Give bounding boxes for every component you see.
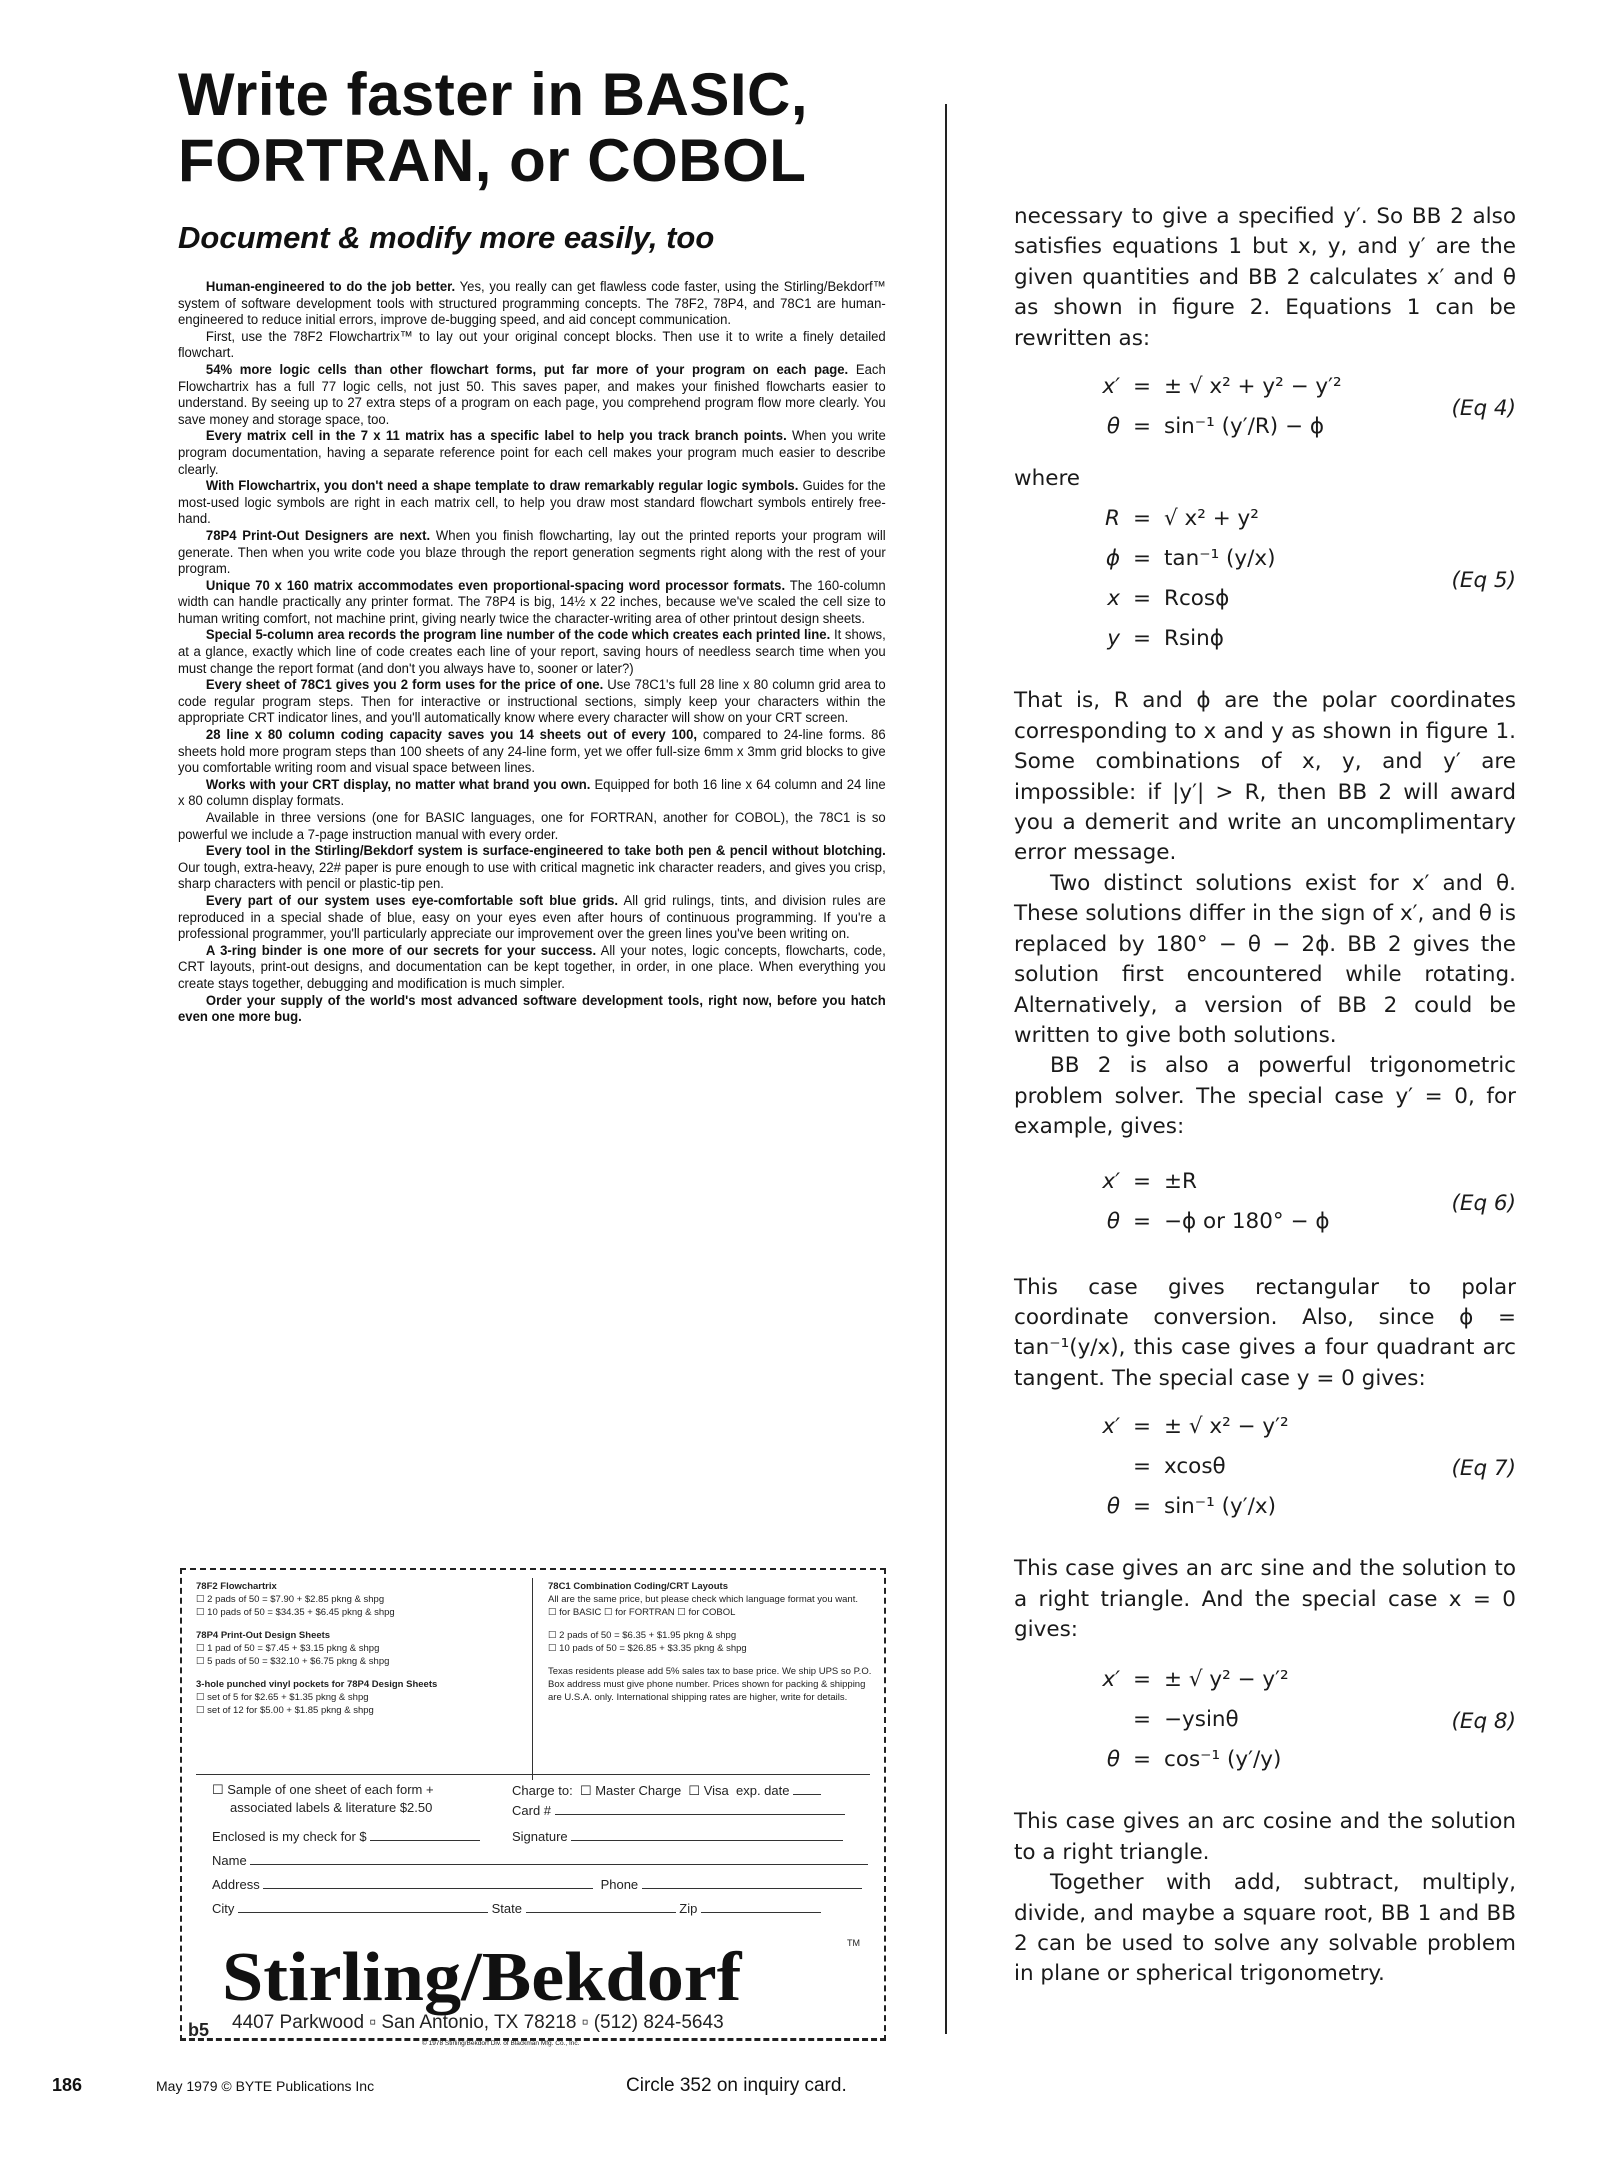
- ad-code: b5: [188, 2020, 210, 2040]
- city-row: [212, 1900, 821, 1916]
- article-paragraph-2: That is, R and ϕ are the polar coordinates corresponding to x and y as shown in figure 1. Some combinations of x, y, and y′ are impossible: if |y′| > R, then BB 2 will award you a demerit and write an uncomplimentary error message.: [1014, 688, 1516, 866]
- ad-paragraph-lead: Unique 70 x 160 matrix accommodates even proportional-spacing word processor formats.: [205, 576, 786, 593]
- article-paragraph-1: necessary to give a specified y′. So BB 2 also satisfies equations 1 but x, y, and y′ are the given quantities and BB 2 calculates x′ and θ as shown in figure 2. Equations 1 can be rewritten as:: [1014, 204, 1516, 351]
- page-number: 186: [52, 2075, 83, 2095]
- article-paragraph-7: This case gives an arc cosine and the solution to a right triangle.: [1014, 1809, 1516, 1865]
- ad-paragraph: [178, 278, 886, 328]
- order-option-line[interactable]: ☐ 5 pads of 50 = $32.10 + $6.75 pkng & shpg: [196, 1656, 390, 1667]
- inquiry-note: Circle 352 on inquiry card.: [626, 2075, 847, 2096]
- ad-paragraph-lead: 54% more logic cells than other flowchart forms, put far more of your program on each page.: [205, 360, 849, 377]
- article-paragraph-4: BB 2 is also a powerful trigonometric problem solver. The special case y′ = 0, for example, gives:: [1014, 1053, 1516, 1140]
- brand-logo: Stirling/Bekdorf: [222, 1939, 742, 2016]
- ad-paragraph-text: Each Flowchartrix has a full 77 logic cells, not just 50. This saves paper, and makes your finished flowcharts easier to understand. By seeing up to 27 extra steps of a program on each page, you comprehend program flow more clearly. You save money and storage space, too.: [178, 360, 886, 427]
- column-divider: [945, 104, 947, 2034]
- equation-rhs: sin⁻¹ (y′/R) − ϕ: [1164, 414, 1325, 440]
- charge-to-row: [512, 1782, 821, 1799]
- ad-paragraph-text: It shows, at a glance, exactly which line of code creates each line of your report, saving hours of needless search time when you must change the report format (and don't you always have to, sooner or later?): [178, 626, 886, 676]
- ad-paragraph-text: Our tough, extra-heavy, 22# paper is pure enough to use with critical magnetic ink character readers, and gives you crisp, sharp characters with pencil or plastic-tip pen.: [178, 858, 886, 892]
- order-option-group: [196, 1629, 526, 1668]
- ad-paragraph: [178, 892, 886, 942]
- equation-rhs: cos⁻¹ (y′/y): [1164, 1747, 1282, 1773]
- order-options-right: [548, 1580, 878, 1714]
- equals-sign: =: [1132, 1208, 1151, 1234]
- ad-paragraph-text: All grid rulings, tints, and division rules are reproduced in a special shade of blue, easy on your eyes even after hours of continuous programming. If you're a professional programmer, you'll particularly appreciate our improvement over the green lines you've been writing on.: [178, 891, 886, 942]
- card-row: [512, 1802, 845, 1818]
- order-option-title: 78F2 Flowchartrix: [196, 1581, 277, 1592]
- equation-8: [1038, 1665, 1516, 1785]
- equation-row: [1038, 1745, 1516, 1785]
- ad-paragraph-text: When you write program documentation, having a separate reference point for each cell makes your program much easier to describe clearly.: [178, 427, 886, 477]
- ad-paragraph-lead: 78P4 Print-Out Designers are next.: [205, 526, 431, 543]
- zip-field[interactable]: [701, 1900, 821, 1913]
- equation-4: [1038, 372, 1516, 452]
- card-field[interactable]: [555, 1802, 845, 1815]
- order-option-line[interactable]: ☐ 10 pads of 50 = $26.85 + $3.35 pkng & shpg: [548, 1643, 747, 1654]
- order-option-title: 78P4 Print-Out Design Sheets: [196, 1630, 331, 1641]
- equals-sign: =: [1132, 586, 1151, 612]
- equation-rhs: ± √ y² − y′²: [1164, 1667, 1289, 1693]
- where-label: where: [1014, 466, 1081, 492]
- equation-lhs: x′: [1102, 1414, 1120, 1440]
- ad-subhead: Document & modify more easily, too: [178, 220, 715, 255]
- sample-option-price: [230, 1800, 432, 1815]
- order-option-line[interactable]: ☐ set of 5 for $2.65 + $1.35 pkng & shpg: [196, 1692, 369, 1703]
- equation-rhs: sin⁻¹ (y′/x): [1164, 1494, 1276, 1520]
- order-form: [180, 1568, 886, 2047]
- equals-sign: =: [1132, 546, 1151, 572]
- ad-paragraph: [178, 361, 886, 427]
- form-divider-horizontal: [196, 1774, 870, 1775]
- master-charge-checkbox[interactable]: ☐ Master Charge: [579, 1783, 682, 1798]
- ad-paragraph: [178, 992, 886, 1025]
- equals-sign: =: [1132, 1414, 1151, 1440]
- equation-lhs: x′: [1102, 374, 1120, 400]
- city-label: City: [212, 1901, 235, 1916]
- ad-paragraph-lead: Human-engineered to do the job better.: [205, 278, 456, 294]
- equation-rhs: ± √ x² + y² − y′²: [1164, 374, 1342, 400]
- charge-to-label: Charge to:: [512, 1783, 573, 1798]
- ad-paragraph-lead: Special 5-column area records the program line number of the code which creates each printed line.: [205, 626, 831, 643]
- order-option-line: All are the same price, but please check which language format you want.: [548, 1594, 858, 1605]
- headline-line-2: FORTRAN, or COBOL: [178, 127, 807, 194]
- address-field[interactable]: [263, 1876, 593, 1889]
- order-option-line[interactable]: ☐ set of 12 for $5.00 + $1.85 pkng & shpg: [196, 1705, 374, 1716]
- equals-sign: =: [1132, 506, 1151, 532]
- ad-paragraph-text: Yes, you really can get flawless code faster, using the Stirling/Bekdorf™ system of software development tools with structured programming concepts. The 78F2, 78P4, and 78C1 are human-engineered to reduce initial errors, improve de-bugging speed, and aid concept communication.: [178, 278, 886, 328]
- equals-sign: =: [1132, 374, 1151, 400]
- equals-sign: =: [1132, 1747, 1151, 1773]
- check-row: [212, 1828, 480, 1844]
- order-option-group: [548, 1665, 878, 1704]
- name-row: [212, 1852, 868, 1868]
- ad-paragraph-text: compared to 24-line forms. 86 sheets hold more program steps than 100 sheets of any 24-line form, yet we offer full-size 6mm x 3mm grid blocks to give you comfortable writing room and visual space between lines.: [178, 726, 886, 776]
- order-option-line[interactable]: ☐ 10 pads of 50 = $34.35 + $6.45 pkng & shpg: [196, 1607, 395, 1618]
- order-option-line[interactable]: ☐ for BASIC ☐ for FORTRAN ☐ for COBOL: [548, 1607, 736, 1618]
- visa-checkbox[interactable]: ☐ Visa: [688, 1783, 729, 1798]
- state-label: State: [491, 1901, 522, 1916]
- equals-sign: =: [1132, 1707, 1151, 1733]
- signature-label: Signature: [512, 1829, 568, 1844]
- ad-paragraph-text: Guides for the most-used logic symbols are right in each matrix cell, to help you draw most standard flowchart symbols entirely free-hand.: [178, 477, 886, 527]
- ad-paragraph: [178, 328, 886, 361]
- equation-rhs: Rsinϕ: [1164, 626, 1224, 652]
- equals-sign: =: [1132, 414, 1151, 440]
- sample-line-1: ☐ Sample of one sheet of each form +: [212, 1782, 434, 1797]
- ad-paragraph-lead: Works with your CRT display, no matter what brand you own.: [205, 775, 591, 792]
- state-field[interactable]: [526, 1900, 676, 1913]
- ad-paragraph-lead: 28 line x 80 column coding capacity saves you 14 sheets out of every 100,: [205, 726, 697, 743]
- equation-row: [1038, 1167, 1516, 1207]
- equation-row: [1038, 1412, 1516, 1452]
- equation-lhs: R: [1105, 506, 1120, 532]
- publication-credit: May 1979 © BYTE Publications Inc: [156, 2078, 375, 2094]
- card-label: Card #: [512, 1803, 552, 1818]
- enclosed-label: Enclosed is my check for $: [212, 1829, 367, 1844]
- equals-sign: =: [1132, 1168, 1151, 1194]
- equation-rhs: tan⁻¹ (y/x): [1164, 546, 1276, 572]
- ad-paragraph-text: The 160-column width can handle practically any printer format. The 78P4 is big, 14½ x 22 inches, because we've scaled the cell size to human writing comfort, not machine print, giving nearly twice the character-writing area of other printout design sheets.: [178, 576, 886, 626]
- equation-label: (Eq 7): [1451, 1456, 1516, 1482]
- ad-paragraph-lead: Every sheet of 78C1 gives you 2 form uses for the price of one.: [205, 676, 604, 693]
- equals-sign: =: [1132, 626, 1151, 652]
- equation-row: [1038, 624, 1516, 664]
- equation-6: [1038, 1167, 1516, 1247]
- order-option-group: [196, 1678, 526, 1717]
- equation-lhs: y: [1107, 626, 1120, 652]
- equation-rhs: ±R: [1164, 1168, 1197, 1194]
- ad-paragraph-text: All your notes, logic concepts, flowcharts, code, CRT layouts, print-out designs, and documentation can be kept together, in order, in one place. When everything you create stays together, debugging and modification is much simpler.: [178, 941, 886, 991]
- ad-body: [178, 278, 886, 1025]
- equation-lhs: x′: [1102, 1168, 1120, 1194]
- article-paragraph-8: Together with add, subtract, multiply, divide, and maybe a square root, BB 1 and BB 2 can be used to solve any solvable problem in plane or spherical trigonometry.: [1014, 1870, 1516, 1987]
- equation-row: [1038, 1665, 1516, 1705]
- equation-7: [1038, 1412, 1516, 1532]
- order-option-line[interactable]: ☐ 2 pads of 50 = $7.90 + $2.85 pkng & shpg: [196, 1594, 385, 1605]
- signature-row: [512, 1828, 843, 1844]
- address-label: Address: [212, 1877, 260, 1892]
- phone-label: Phone: [600, 1877, 639, 1892]
- sample-line-2: associated labels & literature $2.50: [230, 1800, 433, 1815]
- equation-lhs: θ: [1106, 1494, 1120, 1520]
- equation-5: [1038, 504, 1516, 664]
- equation-row: [1038, 372, 1516, 412]
- order-option-group: [548, 1629, 878, 1655]
- ad-paragraph-lead: Every part of our system uses eye-comfortable soft blue grids.: [205, 891, 619, 908]
- city-field[interactable]: [238, 1900, 488, 1913]
- equation-rhs: −ϕ or 180° − ϕ: [1164, 1208, 1330, 1234]
- ad-paragraph: [178, 726, 886, 776]
- form-divider: [532, 1578, 533, 1780]
- order-option-line[interactable]: ☐ 2 pads of 50 = $6.35 + $1.95 pkng & shpg: [548, 1630, 737, 1641]
- ad-paragraph-text: First, use the 78F2 Flowchartrix™ to lay out your original concept blocks. Then use it to write a finely detailed flowchart.: [178, 327, 886, 361]
- article-paragraph-3: Two distinct solutions exist for x′ and θ. These solutions differ in the sign of x′, and θ is replaced by 180° − θ − 2ϕ. BB 2 gives the solution first encountered while rotating. Alternatively, a version of BB 2 could be written to give both solutions.: [1014, 870, 1516, 1048]
- copyright-line: © 1978 Stirling/Bekdorf Div. of Blackman Mfg. Co., Inc.: [422, 2040, 580, 2047]
- equation-row: [1038, 412, 1516, 452]
- ad-headline: [178, 62, 886, 194]
- check-amount-field[interactable]: [370, 1828, 480, 1841]
- equation-lhs: ϕ: [1105, 546, 1120, 572]
- article-paragraph-5: This case gives rectangular to polar coordinate conversion. Also, since ϕ = tan⁻¹(y/x), this case gives a four quadrant arc tangent. The special case y = 0 gives:: [1014, 1274, 1516, 1391]
- article-paragraph-6: This case gives an arc sine and the solution to a right triangle. And the special case x = 0 gives:: [1014, 1556, 1516, 1642]
- equation-row: [1038, 544, 1516, 584]
- order-option-group: [548, 1580, 878, 1619]
- equation-label: (Eq 4): [1451, 396, 1516, 422]
- ad-paragraph-text: Equipped for both 16 line x 64 column and 24 line x 80 column display formats.: [178, 775, 886, 809]
- order-option-title: 3-hole punched vinyl pockets for 78P4 Design Sheets: [196, 1679, 438, 1690]
- equation-row: [1038, 1207, 1516, 1247]
- equation-label: (Eq 6): [1451, 1190, 1516, 1216]
- equation-rhs: xcosθ: [1164, 1454, 1226, 1480]
- headline-line-1: Write faster in BASIC,: [178, 61, 809, 128]
- name-label: Name: [212, 1853, 247, 1868]
- company-address: 4407 Parkwood ▫ San Antonio, TX 78218 ▫ (512) 824-5643: [232, 2012, 724, 2033]
- ad-paragraph: [178, 626, 886, 676]
- ad-paragraph-lead: Every tool in the Stirling/Bekdorf system is surface-engineered to take both pen & pencil without blotching.: [205, 842, 886, 859]
- equation-label: (Eq 5): [1451, 568, 1516, 594]
- ad-paragraph-lead: Order your supply of the world's most advanced software development tools, right now, before you hatch even one more bug.: [178, 991, 886, 1025]
- equation-row: [1038, 504, 1516, 544]
- equation-lhs: x: [1107, 586, 1120, 612]
- equation-rhs: ± √ x² − y′²: [1164, 1414, 1289, 1440]
- equation-row: [1038, 1492, 1516, 1532]
- equation-lhs: θ: [1106, 1747, 1120, 1773]
- phone-field[interactable]: [642, 1876, 862, 1889]
- ad-paragraph: [178, 477, 886, 527]
- ad-paragraph: [178, 842, 886, 892]
- ad-paragraph: [178, 577, 886, 627]
- ad-paragraph: [178, 527, 886, 577]
- ad-paragraph: [178, 427, 886, 477]
- order-options-left: [196, 1580, 526, 1727]
- ad-paragraph-text: Use 78C1's full 28 line x 80 column grid area to code regular program steps. Then for interactive or instructional sections, simply keep your characters within the appropriate CRT indicator lines, and you'll automatically know where every character will show on your CRT screen.: [178, 676, 886, 726]
- order-option-title: 78C1 Combination Coding/CRT Layouts: [548, 1581, 728, 1592]
- equals-sign: =: [1132, 1454, 1151, 1480]
- ad-paragraph-text: When you finish flowcharting, lay out the printed reports your program will generate. Then when you write code you blaze through the report generation segments right along with the rest of your program.: [178, 526, 886, 577]
- signature-field[interactable]: [571, 1828, 843, 1841]
- ad-paragraph-lead: Every matrix cell in the 7 x 11 matrix has a specific label to help you track branch points.: [205, 427, 787, 444]
- trademark-mark: TM: [847, 1938, 860, 1948]
- equation-rhs: Rcosϕ: [1164, 586, 1230, 612]
- ad-paragraph: [178, 809, 886, 842]
- exp-date-label: exp. date: [735, 1783, 790, 1798]
- order-option-group: [196, 1580, 526, 1619]
- equation-lhs: x′: [1102, 1667, 1120, 1693]
- equation-row: [1038, 584, 1516, 624]
- ad-paragraph: [178, 942, 886, 992]
- article-column: [1014, 202, 1516, 1990]
- equation-lhs: θ: [1106, 1208, 1120, 1234]
- equation-row: [1038, 1705, 1516, 1745]
- zip-label: Zip: [679, 1901, 698, 1916]
- address-row: [212, 1876, 862, 1892]
- ad-paragraph: [178, 776, 886, 809]
- ad-paragraph-lead: A 3-ring binder is one more of our secrets for your success.: [205, 941, 597, 958]
- advertisement: [178, 62, 886, 1025]
- name-field[interactable]: [250, 1852, 868, 1865]
- equals-sign: =: [1132, 1494, 1151, 1520]
- sample-option[interactable]: [212, 1782, 434, 1798]
- equation-row: [1038, 1452, 1516, 1492]
- order-option-line[interactable]: ☐ 1 pad of 50 = $7.45 + $3.15 pkng & shpg: [196, 1643, 380, 1654]
- equals-sign: =: [1132, 1667, 1151, 1693]
- equation-rhs: √ x² + y²: [1164, 506, 1259, 532]
- equation-label: (Eq 8): [1451, 1709, 1516, 1735]
- ad-paragraph-lead: With Flowchartrix, you don't need a shape template to draw remarkably regular logic symbols.: [205, 477, 799, 494]
- ad-paragraph: [178, 676, 886, 726]
- equation-rhs: −ysinθ: [1164, 1707, 1239, 1733]
- ad-paragraph-text: Available in three versions (one for BASIC languages, one for FORTRAN, another for COBOL), the 78C1 is so powerful we include a 7-page instruction manual with every order.: [178, 809, 886, 842]
- equation-lhs: θ: [1106, 414, 1120, 440]
- order-option-line: Texas residents please add 5% sales tax to base price. We ship UPS so P.O. Box address must give phone number. Prices shown for packing & shipping are U.S.A. only. International shipping rates are higher, write for details.: [548, 1666, 872, 1703]
- exp-date-field[interactable]: [793, 1782, 821, 1795]
